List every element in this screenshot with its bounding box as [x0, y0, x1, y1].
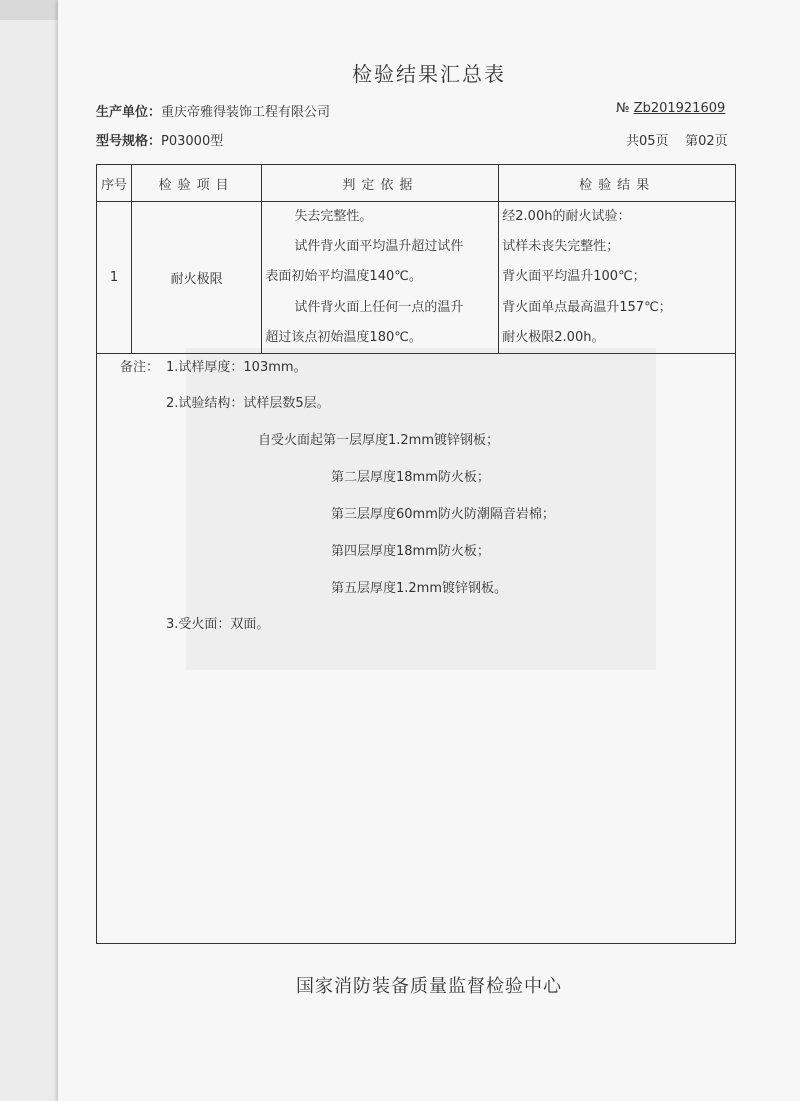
header-item: 检验项目 — [131, 165, 262, 202]
note-line: 2.试验结构：试样层数5层。 — [166, 396, 330, 411]
page-total: 共05页 — [626, 134, 669, 149]
note-line: 第三层厚度60mm防火防潮隔音岩棉； — [331, 507, 555, 522]
row-basis — [262, 202, 499, 354]
table-row — [97, 202, 736, 354]
result-line: 背火面单点最高温升157℃； — [502, 299, 672, 315]
note-line: 自受火面起第一层厚度1.2mm镀锌钢板； — [258, 433, 500, 448]
basis-line: 试件背火面上任何一点的温升 — [294, 299, 464, 315]
document-title: 检验结果汇总表 — [352, 62, 506, 86]
row-item: 耐火极限 — [131, 202, 262, 354]
producer-label: 生产单位： — [96, 105, 162, 120]
page-indicator — [626, 130, 728, 149]
model-label: 型号规格： — [96, 134, 162, 149]
note-line: 第二层厚度18mm防火板； — [331, 470, 490, 485]
results-table — [96, 164, 736, 354]
header-basis: 判定依据 — [262, 165, 499, 202]
result-line: 试样未丧失完整性； — [502, 239, 620, 255]
result-line: 背火面平均温升100℃； — [502, 269, 646, 285]
producer-line — [96, 101, 330, 120]
basis-line: 失去完整性。 — [294, 209, 373, 224]
model-value: P03000型 — [161, 134, 224, 149]
header-result: 检验结果 — [499, 165, 736, 202]
table-header-row — [97, 165, 736, 202]
document-page — [58, 0, 800, 1101]
row-no: 1 — [97, 202, 132, 354]
issuer-footer: 国家消防装备质量监督检验中心 — [296, 976, 562, 997]
header-no: 序号 — [97, 165, 132, 202]
result-line: 经2.00h的耐火试验： — [502, 209, 631, 224]
page-current: 第02页 — [685, 134, 728, 149]
report-number-value: Zb201921609 — [633, 101, 726, 116]
row-result — [499, 202, 736, 354]
model-line — [96, 130, 223, 149]
basis-line: 试件背火面平均温升超过试件 — [294, 239, 464, 255]
background-sheet — [0, 20, 60, 1101]
notes-label: 备注： — [120, 360, 160, 375]
note-line: 1.试样厚度：103mm。 — [166, 360, 307, 375]
basis-line: 表面初始平均温度140℃。 — [265, 269, 422, 285]
report-number — [616, 101, 725, 116]
report-number-prefix: № — [616, 101, 630, 116]
note-line: 第四层厚度18mm防火板； — [331, 544, 490, 559]
note-line: 3.受火面：双面。 — [166, 617, 270, 632]
note-line: 第五层厚度1.2mm镀锌钢板。 — [331, 581, 508, 596]
basis-line: 超过该点初始温度180℃。 — [265, 329, 422, 345]
producer-value: 重庆帝雅得装饰工程有限公司 — [161, 105, 331, 120]
result-line: 耐火极限2.00h。 — [502, 329, 605, 345]
